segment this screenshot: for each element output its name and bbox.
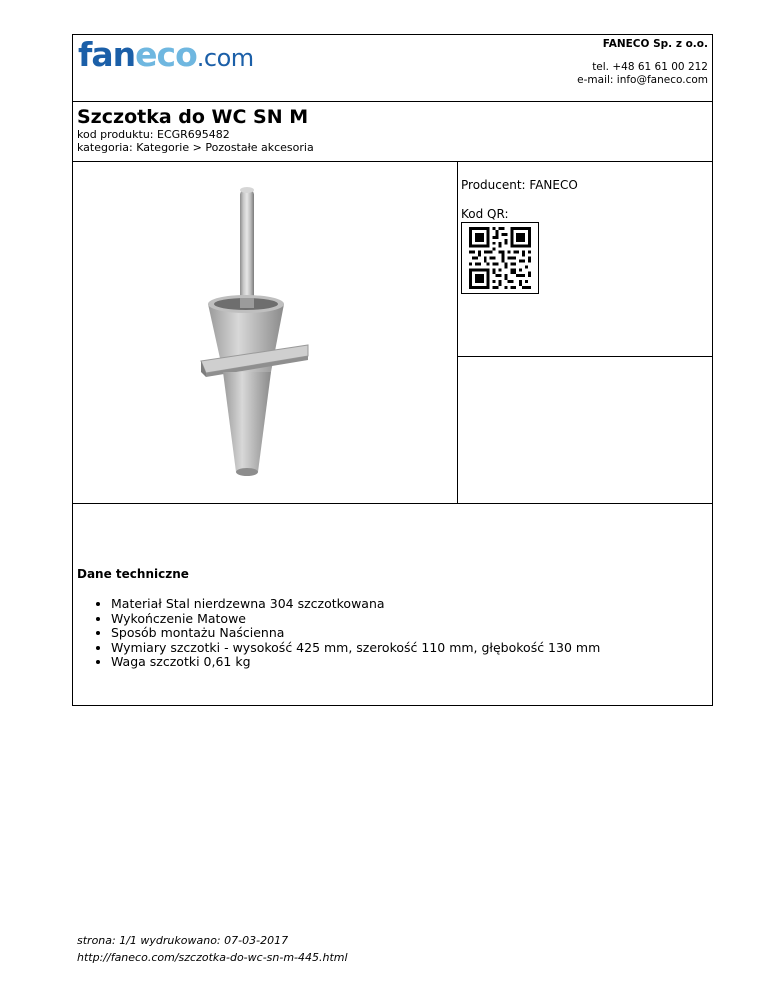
- logo-part-fan: fan: [78, 35, 136, 74]
- technical-data-list: [77, 597, 712, 670]
- toilet-brush-image: [73, 162, 457, 503]
- phone-number: tel. +48 61 61 00 212: [592, 61, 708, 73]
- product-title-box: [72, 102, 713, 162]
- technical-data-section: [72, 504, 713, 706]
- technical-data-title: Dane techniczne: [77, 567, 189, 581]
- qr-code-box: [461, 222, 539, 294]
- qr-code-icon: [469, 227, 531, 289]
- list-item: • Materiał Stal nierdzewna 304 szczotkowana: [111, 597, 712, 612]
- product-code: kod produktu: ECGR695482: [77, 128, 230, 141]
- product-info-column: [457, 162, 713, 503]
- company-name: FANECO Sp. z o.o.: [602, 38, 708, 50]
- product-photo: [73, 162, 457, 503]
- list-item: • Wykończenie Matowe: [111, 612, 712, 627]
- qr-label: Kod QR:: [461, 207, 509, 221]
- print-info: strona: 1/1 wydrukowano: 07-03-2017: [77, 934, 289, 947]
- product-title: Szczotka do WC SN M: [77, 106, 309, 128]
- product-category: kategoria: Kategorie > Pozostałe akcesoria: [77, 141, 314, 154]
- product-sheet: [72, 34, 713, 706]
- product-url[interactable]: http://faneco.com/szczotka-do-wc-sn-m-445.html: [77, 951, 348, 964]
- page-footer: [77, 932, 348, 966]
- product-main-section: [72, 162, 713, 504]
- page-header: [72, 34, 713, 102]
- list-item: • Waga szczotki 0,61 kg: [111, 655, 712, 670]
- producer-label: Producent: FANECO: [461, 178, 578, 192]
- producer-qr-cell: [458, 162, 713, 357]
- contact-info: [577, 61, 708, 87]
- logo-part-com: .com: [196, 44, 254, 72]
- logo-part-eco: eco: [135, 35, 197, 74]
- email-address: e-mail: info@faneco.com: [577, 74, 708, 86]
- list-item: • Wymiary szczotki - wysokość 425 mm, szerokość 110 mm, głębokość 130 mm: [111, 641, 712, 656]
- list-item: • Sposób montażu Naścienna: [111, 626, 712, 641]
- faneco-logo: [78, 37, 254, 76]
